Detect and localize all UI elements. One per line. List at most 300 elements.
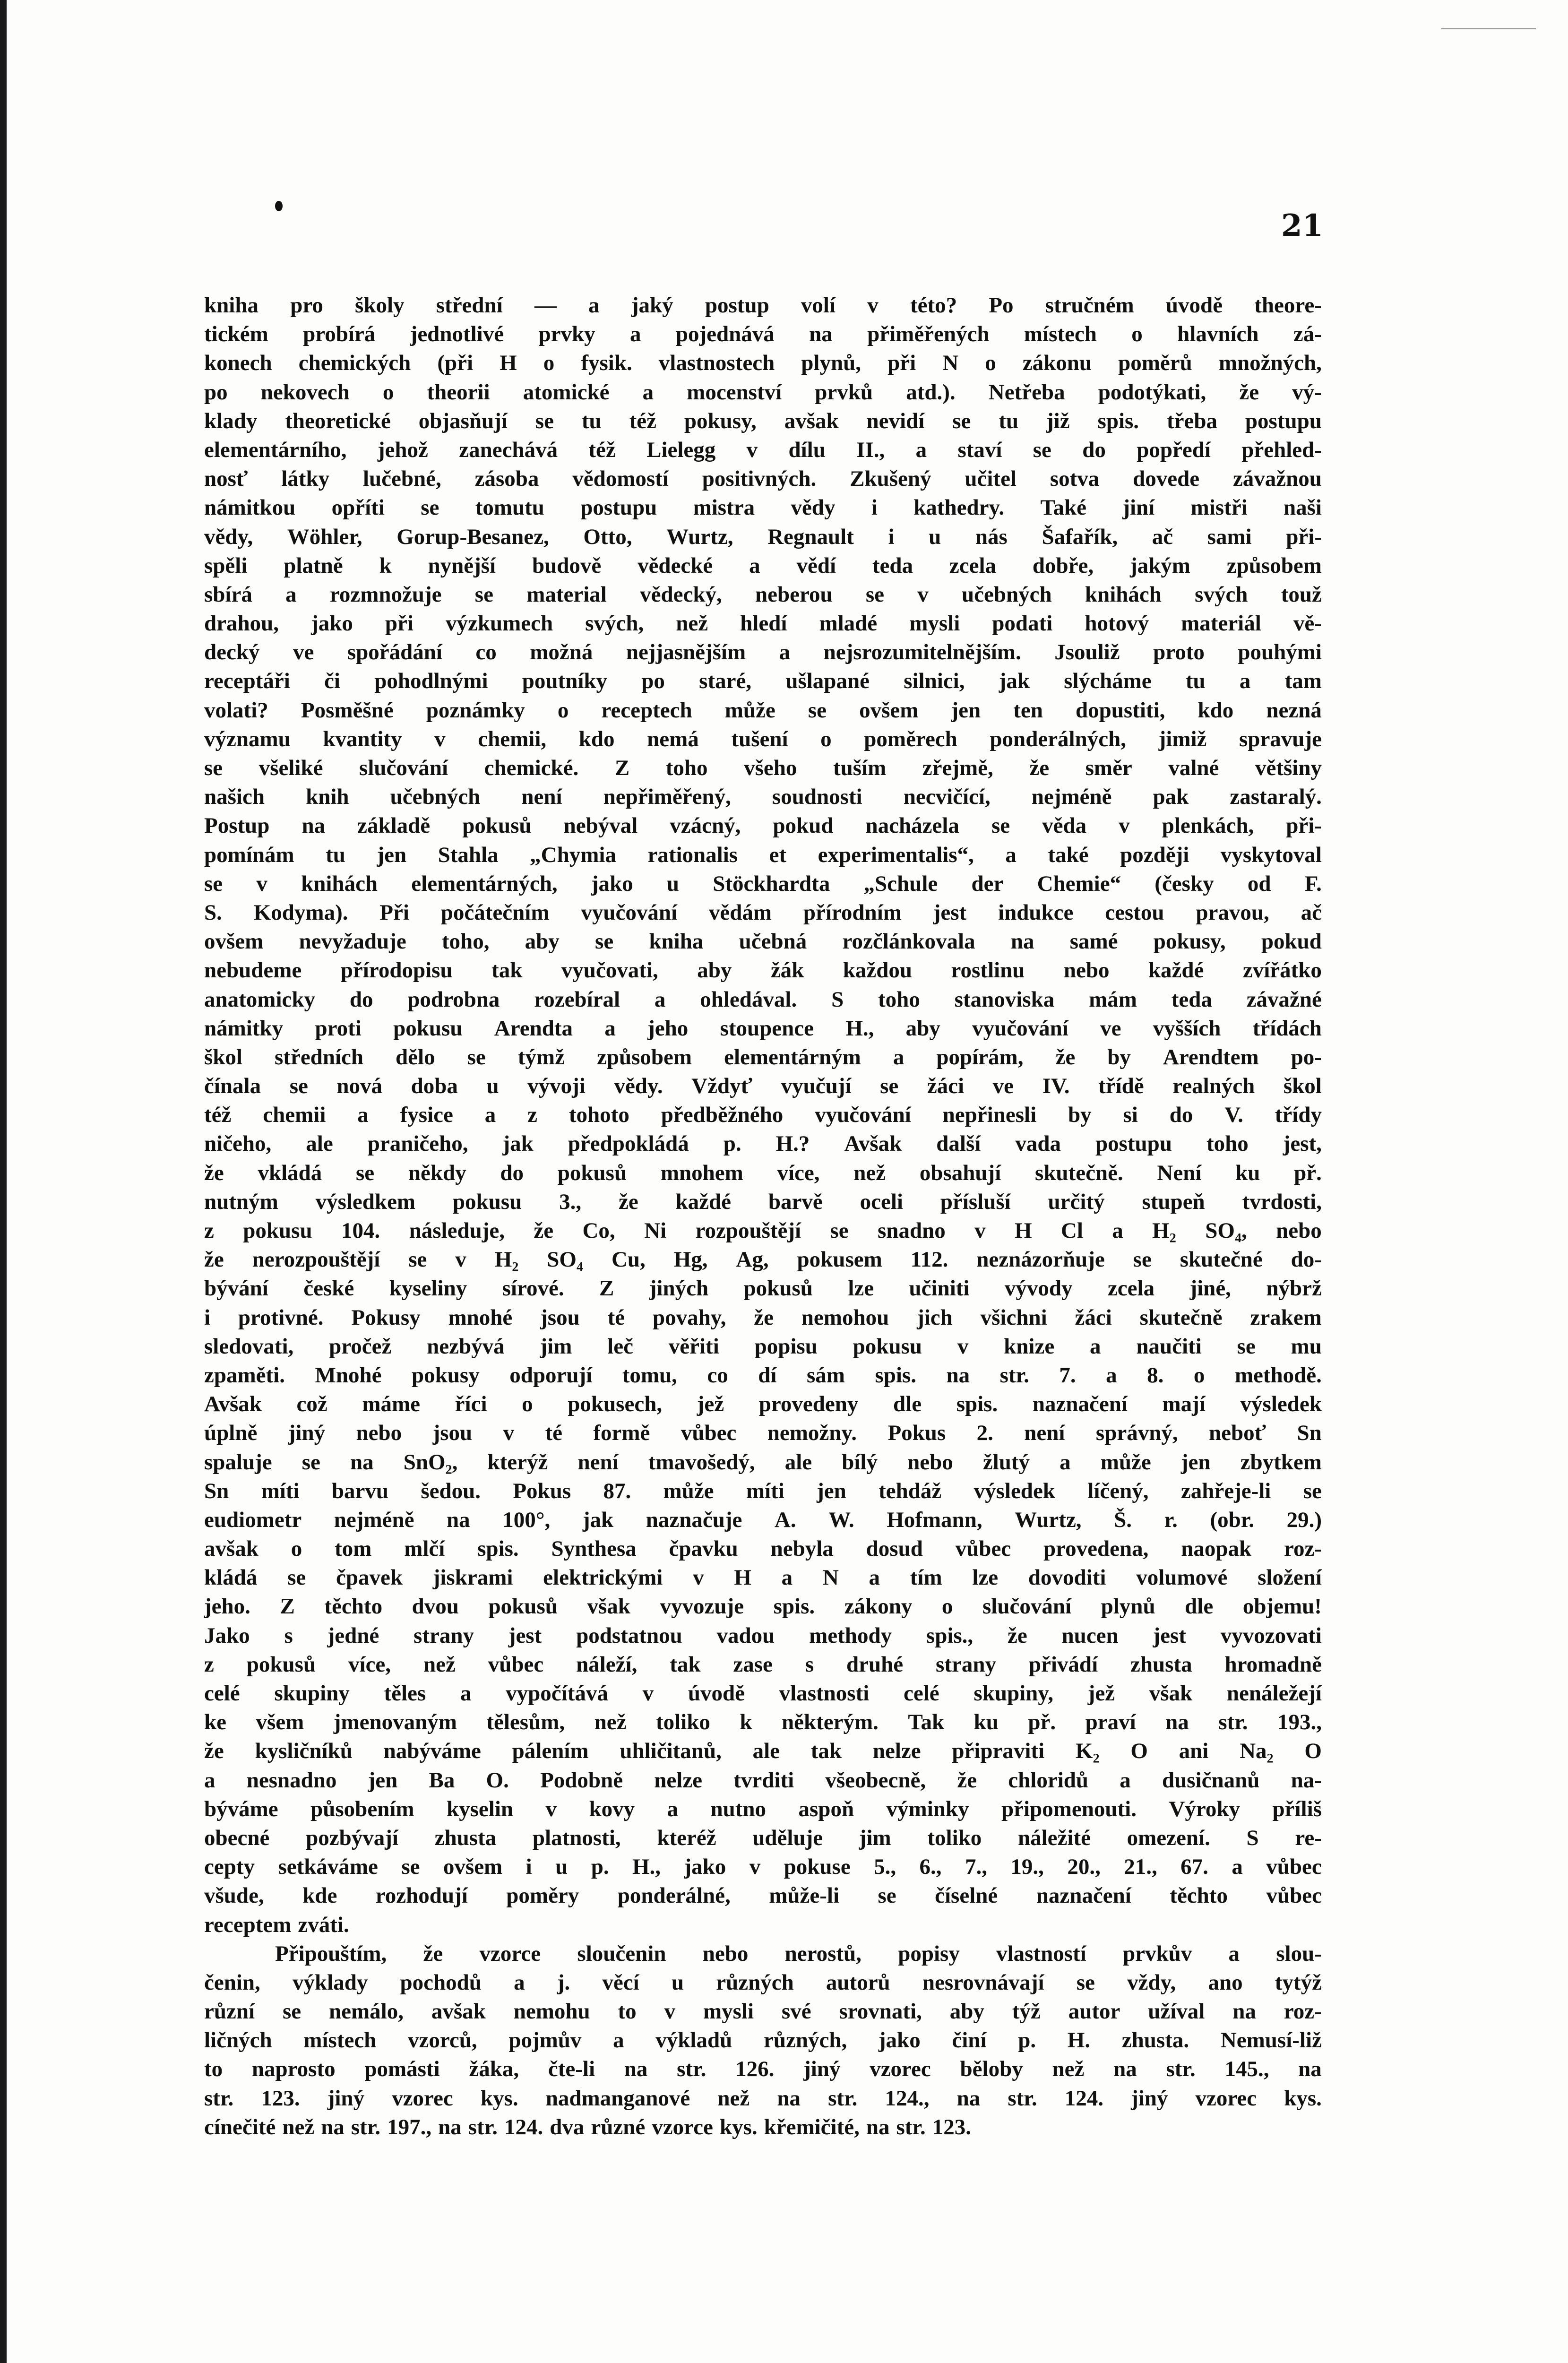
word: ke [204,1710,226,1735]
text-line [204,609,1322,638]
word: zákonu [1022,351,1092,376]
word: dvou [412,1594,459,1619]
word: z [204,1218,214,1243]
word: receptáři [204,669,290,694]
text-line [204,1072,1322,1101]
word: než [1052,2057,1085,2082]
word: Chemie“ [1037,871,1121,896]
word: se [595,929,614,954]
text-line [204,1245,1322,1274]
word: Co, [582,1218,615,1243]
word: a [1005,842,1017,867]
word: užíval [1148,1999,1205,2024]
word: na [350,1449,374,1475]
word: str. [896,2114,926,2139]
word: stoupence [720,1016,814,1041]
word: že [1029,756,1050,780]
word: vyučují [781,1074,852,1099]
word: toho [878,987,920,1012]
word: ani [1179,1739,1209,1764]
word: — [534,293,557,318]
word: 5., [874,1854,896,1880]
word: dle [1185,1594,1214,1619]
word: že [204,1160,224,1185]
word: se [467,1044,486,1069]
word: ohledával. [700,987,797,1012]
word: aspoň [798,1796,854,1821]
word: Na₂ [1240,1739,1274,1764]
word: vyšších [1153,1016,1221,1041]
word: než [423,1652,456,1677]
word: pokusů [462,813,532,838]
word: svých [1195,582,1248,607]
text-line [204,580,1322,609]
word: nesnadno [246,1768,337,1793]
word: ovšem [859,698,919,723]
word: aby [949,1999,984,2024]
word: nemožny. [767,1421,857,1446]
word: tvrditi [733,1768,794,1793]
word: křemičité, [764,2114,860,2139]
word: opříti [331,495,385,520]
word: i [888,524,895,549]
word: nosť [204,466,248,492]
word: a [629,322,641,347]
text-line [204,552,1322,580]
word: mlčí [404,1536,445,1561]
word: nebyla [770,1536,834,1561]
word: př. [1294,1160,1322,1185]
word: po- [1291,1044,1322,1069]
word: týž [1012,1999,1041,2024]
word: zhusta. [1121,2028,1189,2053]
word: jim [540,1334,572,1359]
word: hotový [1085,611,1149,636]
word: všude, [204,1883,264,1908]
word: jen [377,842,407,867]
text-line [204,1448,1322,1477]
word: nekovech [260,379,350,405]
word: úplně [204,1421,258,1446]
word: Gorup-Besanez, [396,524,549,549]
word: poměrů [1118,351,1192,376]
word: na [1165,1710,1189,1735]
word: na [321,2114,345,2139]
word: protivné. [238,1305,324,1330]
word: mysli [909,611,960,636]
word: ku [974,1710,999,1735]
word: nýbrž [1266,1276,1322,1301]
word: materiál [1181,611,1261,636]
word: zákony [844,1594,913,1619]
word: do [500,1160,524,1185]
word: nebo [907,1449,953,1475]
word: „Schule [863,871,938,896]
word: a [642,379,654,405]
word: positivných. [702,466,817,492]
text-line [204,1824,1322,1853]
word: pokusu [243,1218,312,1243]
word: nebo [702,1941,749,1966]
text-line [204,638,1322,667]
word: atomické [523,379,610,405]
word: kdo [578,726,615,751]
word: 126. [735,2057,775,2082]
word: při- [1286,813,1322,838]
word: se [302,1449,320,1475]
word: dělo [396,1044,435,1069]
word: různých [716,1970,794,1995]
word: pokusy [411,1363,480,1388]
word: dle [893,1392,922,1417]
word: nucen [1061,1623,1119,1648]
word: theorii [427,379,490,405]
word: Stöckhardta [713,871,830,896]
word: kniha [649,929,704,954]
word: po [641,669,665,694]
word: cepty [204,1854,255,1880]
word: drahou, [204,611,279,636]
word: Ag, [736,1247,769,1272]
word: tu [326,842,345,867]
word: ač [1152,524,1173,549]
word: připomenouti. [1001,1796,1137,1821]
text-line [204,1188,1322,1216]
word: tu [1185,669,1206,694]
word: vyučování [815,1103,911,1128]
text-line [204,1737,1322,1766]
word: př. [1028,1710,1056,1735]
word: str. [999,1363,1029,1388]
word: není [1024,1421,1065,1446]
word: o [382,379,394,405]
word: nebo [356,1421,402,1446]
word: aby [525,929,560,954]
word: míti [261,1478,300,1503]
word: u [555,1854,568,1880]
word: jen [368,1768,398,1793]
word: škol [1283,1074,1322,1099]
word: o [291,1536,302,1561]
word: žáci [927,1074,965,1099]
word: str. [204,2086,234,2111]
word: povahy, [652,1305,726,1330]
word: rozmnožuje [329,582,442,607]
word: tickém [204,322,268,347]
word: aby [697,958,732,983]
word: se [1303,1478,1322,1503]
word: vzorec [870,2057,931,2082]
word: toho [1206,1131,1249,1156]
word: jest, [1283,1131,1322,1156]
word: postupu [1095,1131,1172,1156]
word: další [936,1131,981,1156]
word: na [1010,929,1034,954]
word: což [296,1392,327,1417]
word: H., [845,1016,874,1041]
word: u [666,871,680,896]
word: složení [1258,1565,1322,1590]
word: jim [859,1825,891,1850]
word: zase [733,1652,773,1677]
word: a [588,293,600,318]
word: str. [351,2114,381,2139]
text-line [204,1940,1322,1968]
word: i [526,1854,532,1880]
word: kniha [204,293,258,318]
word: se [808,698,827,723]
word: se [1237,1334,1256,1359]
word: p. [1018,2028,1036,2053]
word: vlastnosti [779,1681,870,1706]
word: 3., [559,1189,582,1214]
word: že [423,1941,443,1966]
word: pokusy, [684,408,757,433]
word: atd.). [906,379,956,405]
word: a [915,437,927,462]
word: k [379,553,392,578]
word: jest [933,900,967,925]
text-line [204,2084,1322,2113]
word: Z [599,1276,614,1301]
text-line [204,985,1322,1014]
word: jiní [1122,495,1155,520]
word: pomínám [204,842,294,867]
word: knihách [301,871,378,896]
word: zcela [949,553,997,578]
corner-mark [1441,28,1536,29]
word: tak [491,958,523,983]
word: Cl [1060,1218,1083,1243]
word: významu [204,726,291,751]
word: naprosto [251,2057,336,2082]
word: SO₄ [547,1247,584,1272]
text-line [204,754,1322,783]
word: tam [1284,669,1322,694]
word: nepřinesli [942,1103,1037,1128]
word: lučebné, [362,466,441,492]
text-line [204,1592,1322,1621]
word: dílu [788,437,826,462]
word: popisu [754,1334,818,1359]
word: samé [1069,929,1118,954]
word: K₂ [1075,1739,1100,1764]
word: nelze [654,1768,703,1793]
word: vzorec [392,2086,453,2111]
word: do [1082,437,1106,462]
word: se [204,756,223,780]
word: počátečním [440,900,550,925]
word: 197., [387,2114,432,2139]
word: toliko [655,1710,710,1735]
word: vzorec [1195,2086,1257,2111]
word: jsou [432,1421,473,1446]
word: skutečně [1139,1305,1223,1330]
word: Wöhler, [287,524,362,549]
word: pohodlnými [374,669,488,694]
word: pravou, [1196,900,1269,925]
word: nemá [647,726,699,751]
word: jež [1087,1681,1115,1706]
word: vzácný, [670,813,741,838]
word: však [1149,1681,1193,1706]
word: bývání [204,1276,268,1301]
word: že [957,1768,977,1793]
word: slučování [982,1594,1072,1619]
word: učebných [962,582,1052,607]
text-line [204,1881,1322,1910]
word: ale [306,1131,333,1156]
word: Pokus [887,1421,946,1446]
word: vada [1015,1131,1061,1156]
word: se [356,1160,375,1185]
word: náleží, [576,1652,638,1677]
text-line [204,2055,1322,2084]
word: Ba [429,1768,455,1793]
word: jsou [540,1305,580,1330]
word: vůbec [488,1652,544,1677]
word: pak [1153,785,1189,810]
word: pokusy, [1153,929,1226,954]
text-line [204,1274,1322,1303]
word: slou- [1276,1941,1322,1966]
word: mnohé [448,1305,513,1330]
word: tytýž [1275,1970,1322,1995]
word: skutečně. [1034,1160,1123,1185]
word: W. [828,1507,854,1532]
word: že [204,1247,224,1272]
word: než [717,2086,750,2111]
word: vzorce [652,2114,713,2139]
word: (při [437,351,474,376]
word: kdo [1198,698,1234,723]
word: pokud [773,813,834,838]
word: a [1239,669,1251,694]
word: re- [1295,1825,1322,1850]
word: těchto [1170,1883,1228,1908]
word: valné [1168,756,1219,780]
word: platnosti, [532,1825,621,1850]
word: rostlinu [951,958,1025,983]
word: proti [315,1016,362,1041]
word: 124. [1064,2086,1103,2111]
word: H₂ [494,1247,519,1272]
word: nepřiměřený, [603,785,731,810]
word: jiný [288,1421,326,1446]
word: Mnohé [315,1363,382,1388]
word: 123. [932,2114,971,2139]
word: Podobně [540,1768,623,1793]
word: vývoji [527,1074,586,1099]
word: Hg, [673,1247,708,1272]
word: a [514,1970,525,1995]
word: spaluje [204,1449,272,1475]
word: 112. [910,1247,948,1272]
word: lze [848,1276,874,1301]
text-line [204,493,1322,522]
text-line [204,1997,1322,2026]
text-line [204,349,1322,378]
word: i [871,495,878,520]
word: zbytkem [1240,1449,1322,1475]
text-line [204,1650,1322,1679]
word: že [1239,379,1259,405]
word: str. [677,2057,706,2082]
word: F. [1304,871,1322,896]
word: ten [1013,698,1043,723]
word: toho [665,756,708,780]
text-line [204,1390,1322,1419]
word: Jsouliž [1054,640,1120,665]
word: doba [411,1074,458,1099]
word: všeobecně, [825,1768,926,1793]
word: činí [952,2028,987,2053]
word: pokusu [393,1016,463,1041]
word: jako [878,2028,921,2053]
word: různých, [763,2028,847,2053]
word: čínala [204,1074,261,1099]
word: nacházela [865,813,959,838]
word: jedné [327,1623,379,1648]
word: že [1008,1623,1027,1648]
word: barvu [331,1478,388,1503]
word: kteréž [657,1825,716,1850]
word: na [1113,2057,1137,2082]
word: že [534,1218,554,1243]
word: a [667,1796,679,1821]
word: srovnati, [839,1999,922,2024]
word: vadou [716,1623,775,1648]
word: 100°, [502,1507,551,1532]
word: dovede [1133,466,1200,492]
word: chemických [298,351,411,376]
word: Arendtem [1163,1044,1259,1069]
word: vědí [796,553,836,578]
word: číselné [935,1883,998,1908]
word: a [654,987,666,1012]
word: chloridů [1008,1768,1089,1793]
word: předběžného [661,1103,784,1128]
word: omezení. [1127,1825,1210,1850]
word: roz- [1284,1536,1322,1561]
word: se [952,408,971,433]
word: pouhými [1238,640,1322,665]
word: místech [303,2028,377,2053]
word: rozpouštějí [695,1218,801,1243]
word: teda [872,553,913,578]
word: postupu [1245,408,1322,433]
word: Arendta [494,1016,573,1041]
word: v [957,1334,969,1359]
text-line [204,320,1322,349]
word: tu [581,408,602,433]
word: přírodním [803,900,902,925]
word: spis., [926,1623,974,1648]
word: či [324,669,340,694]
word: skutečné [1180,1247,1263,1272]
word: mistři [1190,495,1248,520]
word: výsledkem [315,1189,416,1214]
word: některým. [782,1710,879,1735]
word: a [779,640,791,665]
word: do- [1291,1247,1322,1272]
word: kys. [480,2086,518,2111]
word: S. [204,900,222,925]
word: ač [1301,900,1322,925]
word: v [974,1218,986,1243]
word: nabýváme [383,1739,481,1764]
text-line [204,1911,1322,1940]
